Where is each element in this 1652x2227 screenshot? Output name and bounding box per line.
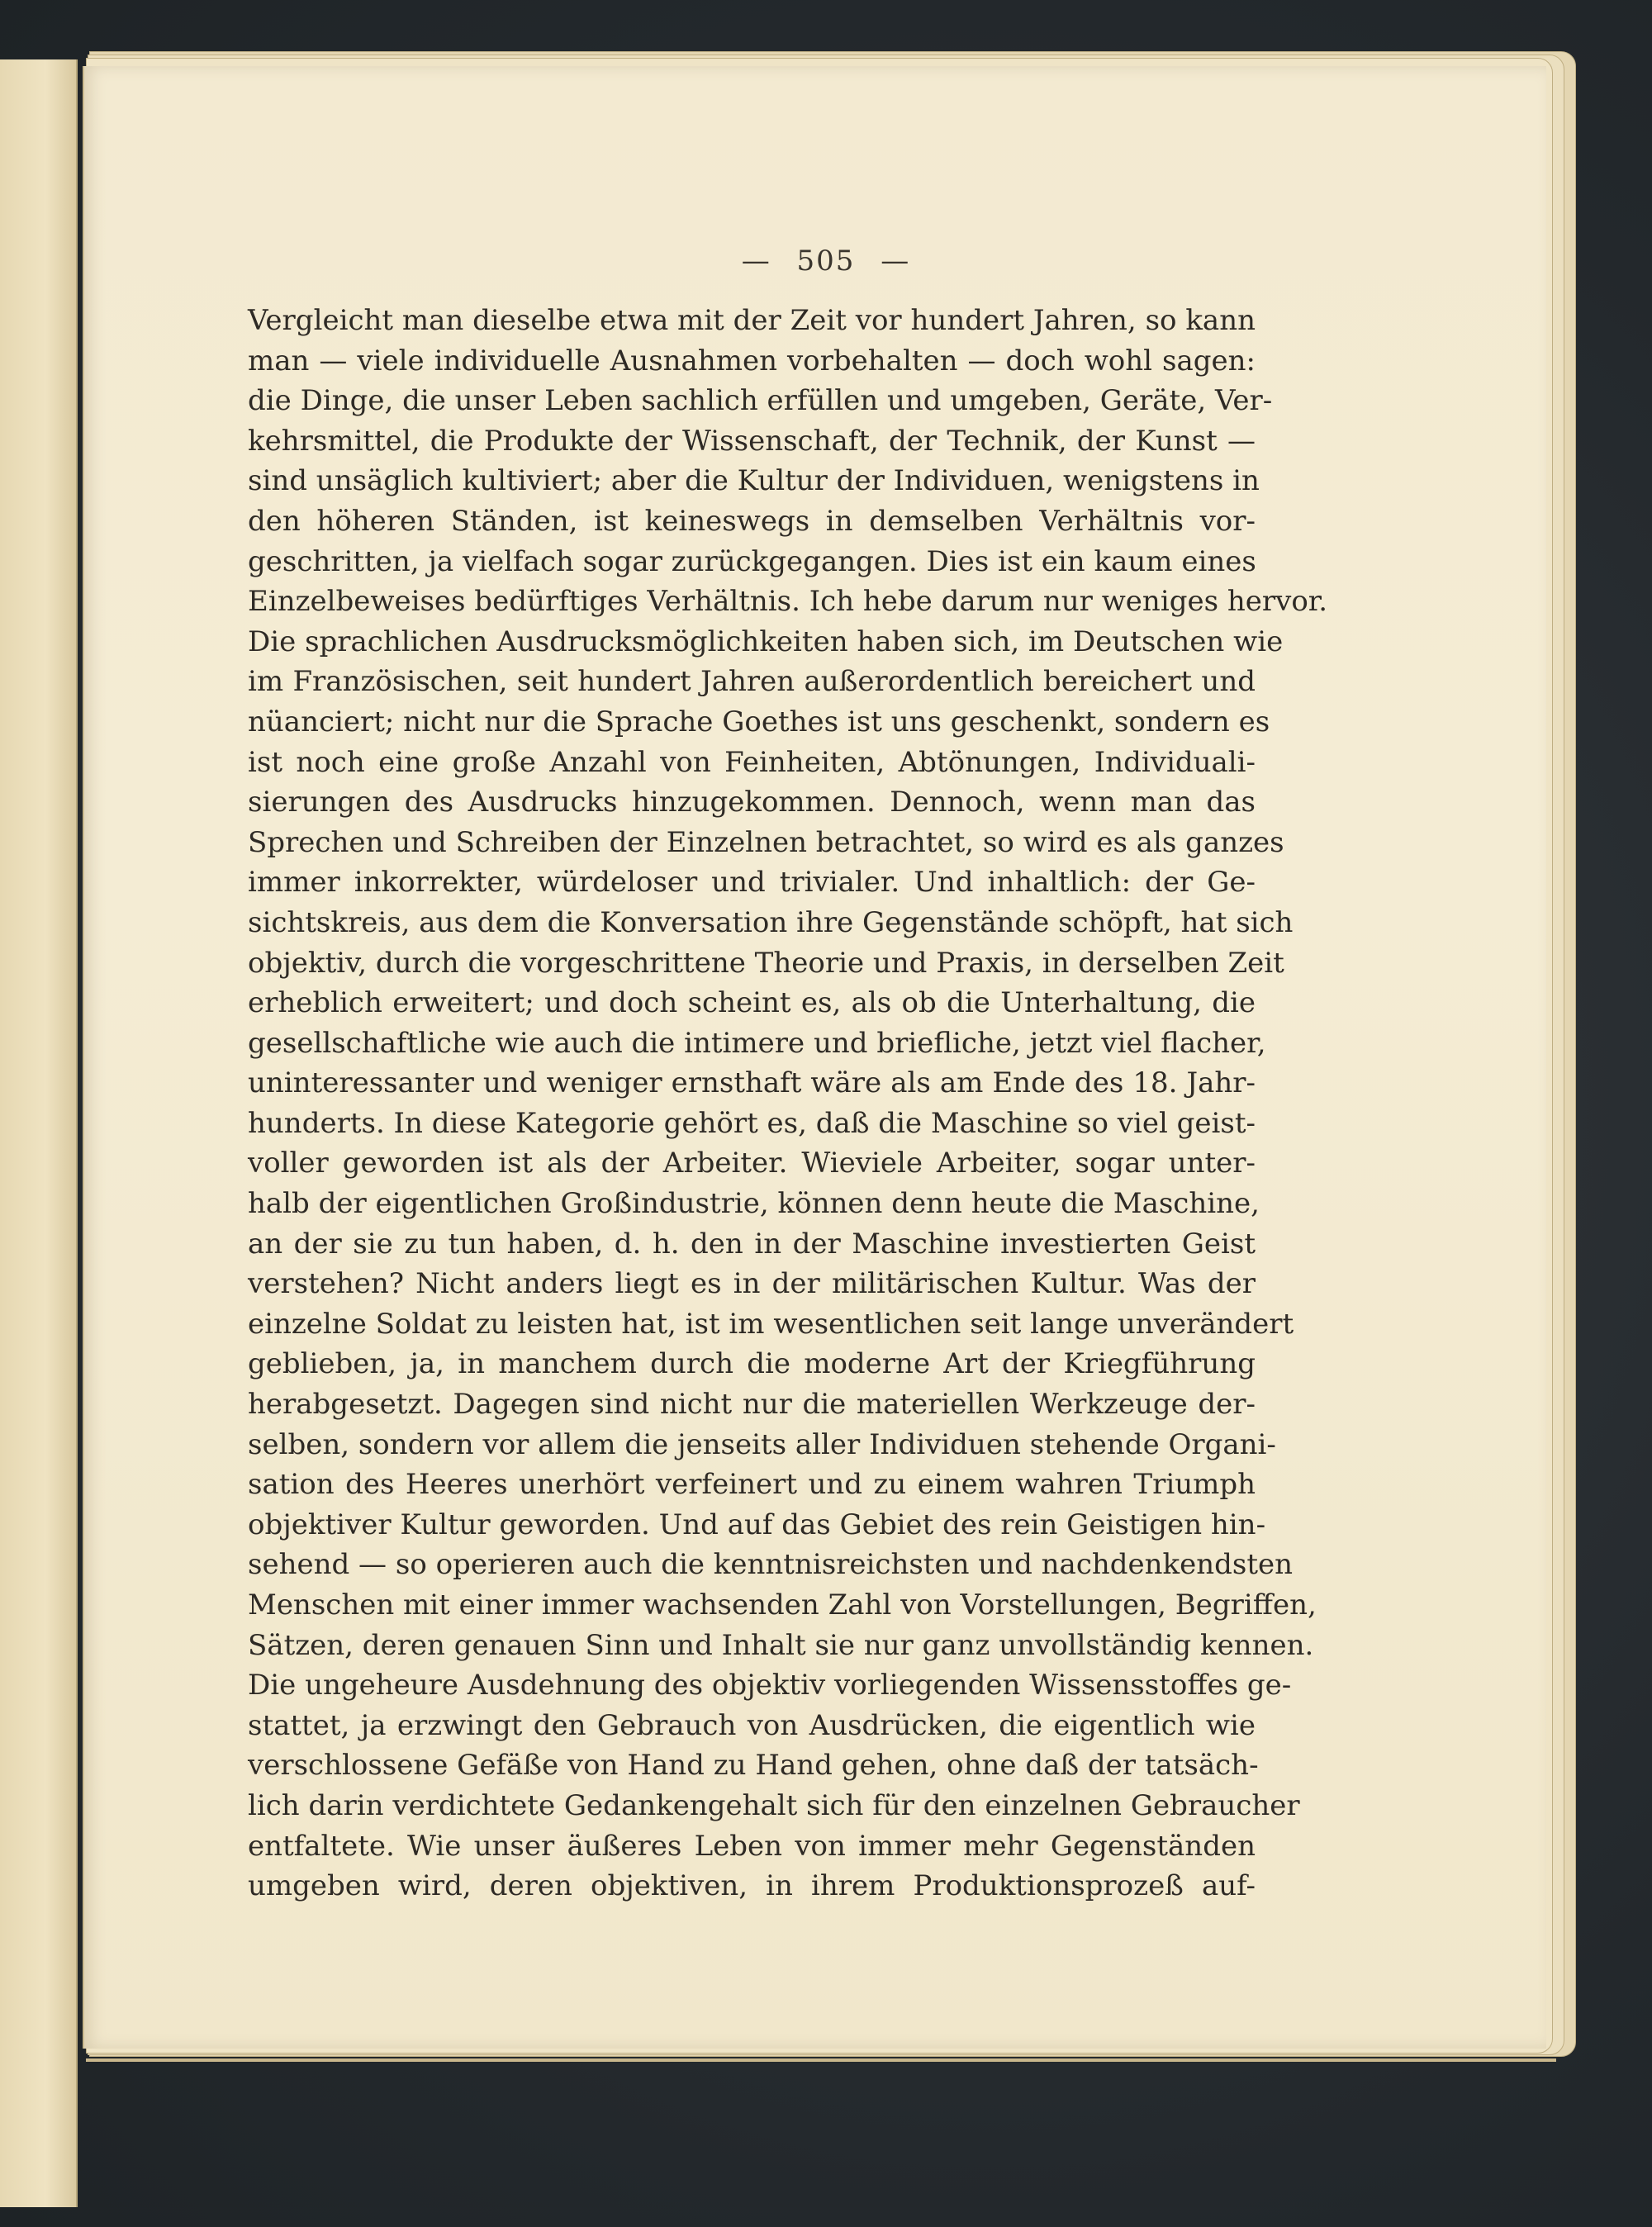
text-line: sierungen des Ausdrucks hinzugekommen. Dennoch, wenn man das	[248, 786, 1256, 819]
text-line: Die sprachlichen Ausdrucksmöglichkeiten haben sich, im Deutschen wie	[248, 624, 1284, 658]
text-line: die Dinge, die unser Leben sachlich erfüllen und umgeben, Geräte, Ver-	[248, 384, 1273, 418]
text-line: verschlossene Gefäße von Hand zu Hand gehen, ohne daß der tatsäch-	[248, 1749, 1259, 1783]
text-line: entfaltete. Wie unser äußeres Leben von immer mehr Gegenständen	[248, 1829, 1256, 1863]
text-line: objektiv, durch die vorgeschrittene Theorie und Praxis, in derselben Zeit	[248, 946, 1284, 980]
text-line: verstehen? Nicht anders liegt es in der militärischen Kultur. Was der	[248, 1267, 1256, 1301]
text-line: Sätzen, deren genauen Sinn und Inhalt sie nur ganz unvollständig kennen.	[248, 1628, 1314, 1662]
text-line: Die ungeheure Ausdehnung des objektiv vorliegenden Wissensstoffes ge-	[248, 1669, 1292, 1702]
text-line: Einzelbeweises bedürftiges Verhältnis. Ich hebe darum nur weniges hervor.	[248, 585, 1328, 619]
text-line: objektiver Kultur geworden. Und auf das Gebiet des rein Geistigen hin-	[248, 1508, 1266, 1541]
page-number: 505	[796, 245, 856, 278]
folio-dash-left: —	[741, 245, 771, 278]
text-line: nüanciert; nicht nur die Sprache Goethes ist uns geschenkt, sondern es	[248, 705, 1270, 738]
text-line: uninteressanter und weniger ernsthaft wäre als am Ende des 18. Jahr-	[248, 1066, 1256, 1100]
text-line: man — viele individuelle Ausnahmen vorbehalten — doch wohl sagen:	[248, 344, 1256, 377]
text-line: sation des Heeres unerhört verfeinert und zu einem wahren Triumph	[248, 1468, 1256, 1502]
page-bottom-edge	[86, 2058, 1556, 2062]
text-line: voller geworden ist als der Arbeiter. Wieviele Arbeiter, sogar unter-	[248, 1147, 1256, 1180]
text-line: geblieben, ja, in manchem durch die moderne Art der Kriegführung	[248, 1347, 1256, 1381]
text-line: stattet, ja erzwingt den Gebrauch von Ausdrücken, die eigentlich wie	[248, 1708, 1256, 1742]
text-line: herabgesetzt. Dagegen sind nicht nur die materiellen Werkzeuge der-	[248, 1388, 1256, 1422]
facing-page-edge	[0, 59, 78, 2207]
text-line: sind unsäglich kultiviert; aber die Kultur der Individuen, wenigstens in	[248, 464, 1260, 498]
body-text	[248, 301, 1328, 1906]
text-line: umgeben wird, deren objektiven, in ihrem Produktionsprozeß auf-	[248, 1869, 1256, 1903]
text-line: Sprechen und Schreiben der Einzelnen betrachtet, so wird es als ganzes	[248, 825, 1284, 859]
text-line: an der sie zu tun haben, d. h. den in der Maschine investierten Geist	[248, 1227, 1256, 1261]
text-line: einzelne Soldat zu leisten hat, ist im wesentlichen seit lange unverändert	[248, 1307, 1294, 1341]
text-line: kehrsmittel, die Produkte der Wissenschaft, der Technik, der Kunst —	[248, 424, 1256, 458]
folio-dash-right: —	[881, 245, 911, 278]
text-line: erheblich erweitert; und doch scheint es, als ob die Unterhaltung, die	[248, 986, 1256, 1020]
text-line: sichtskreis, aus dem die Konversation ihre Gegenstände schöpft, hat sich	[248, 905, 1294, 939]
text-line: Vergleicht man dieselbe etwa mit der Zeit vor hundert Jahren, so kann	[248, 304, 1256, 337]
page-number-header	[0, 245, 1652, 278]
text-line: selben, sondern vor allem die jenseits aller Individuen stehende Organi-	[248, 1427, 1276, 1461]
text-line: den höheren Ständen, ist keineswegs in demselben Verhältnis vor-	[248, 504, 1256, 538]
text-line: lich darin verdichtete Gedankengehalt sich für den einzelnen Gebraucher	[248, 1788, 1300, 1822]
text-line: sehend — so operieren auch die kenntnisreichsten und nachdenkendsten	[248, 1548, 1294, 1582]
text-line: geschritten, ja vielfach sogar zurückgegangen. Dies ist ein kaum eines	[248, 544, 1256, 578]
text-line: gesellschaftliche wie auch die intimere und briefliche, jetzt viel flacher,	[248, 1026, 1266, 1060]
text-line: halb der eigentlichen Großindustrie, können denn heute die Maschine,	[248, 1187, 1260, 1221]
text-line: Menschen mit einer immer wachsenden Zahl von Vorstellungen, Begriffen,	[248, 1588, 1317, 1622]
text-line: im Französischen, seit hundert Jahren außerordentlich bereichert und	[248, 665, 1256, 699]
text-line: hunderts. In diese Kategorie gehört es, daß die Maschine so viel geist-	[248, 1106, 1256, 1140]
text-line: ist noch eine große Anzahl von Feinheiten, Abtönungen, Individuali-	[248, 745, 1256, 779]
text-line: immer inkorrekter, würdeloser und trivialer. Und inhaltlich: der Ge-	[248, 866, 1256, 900]
